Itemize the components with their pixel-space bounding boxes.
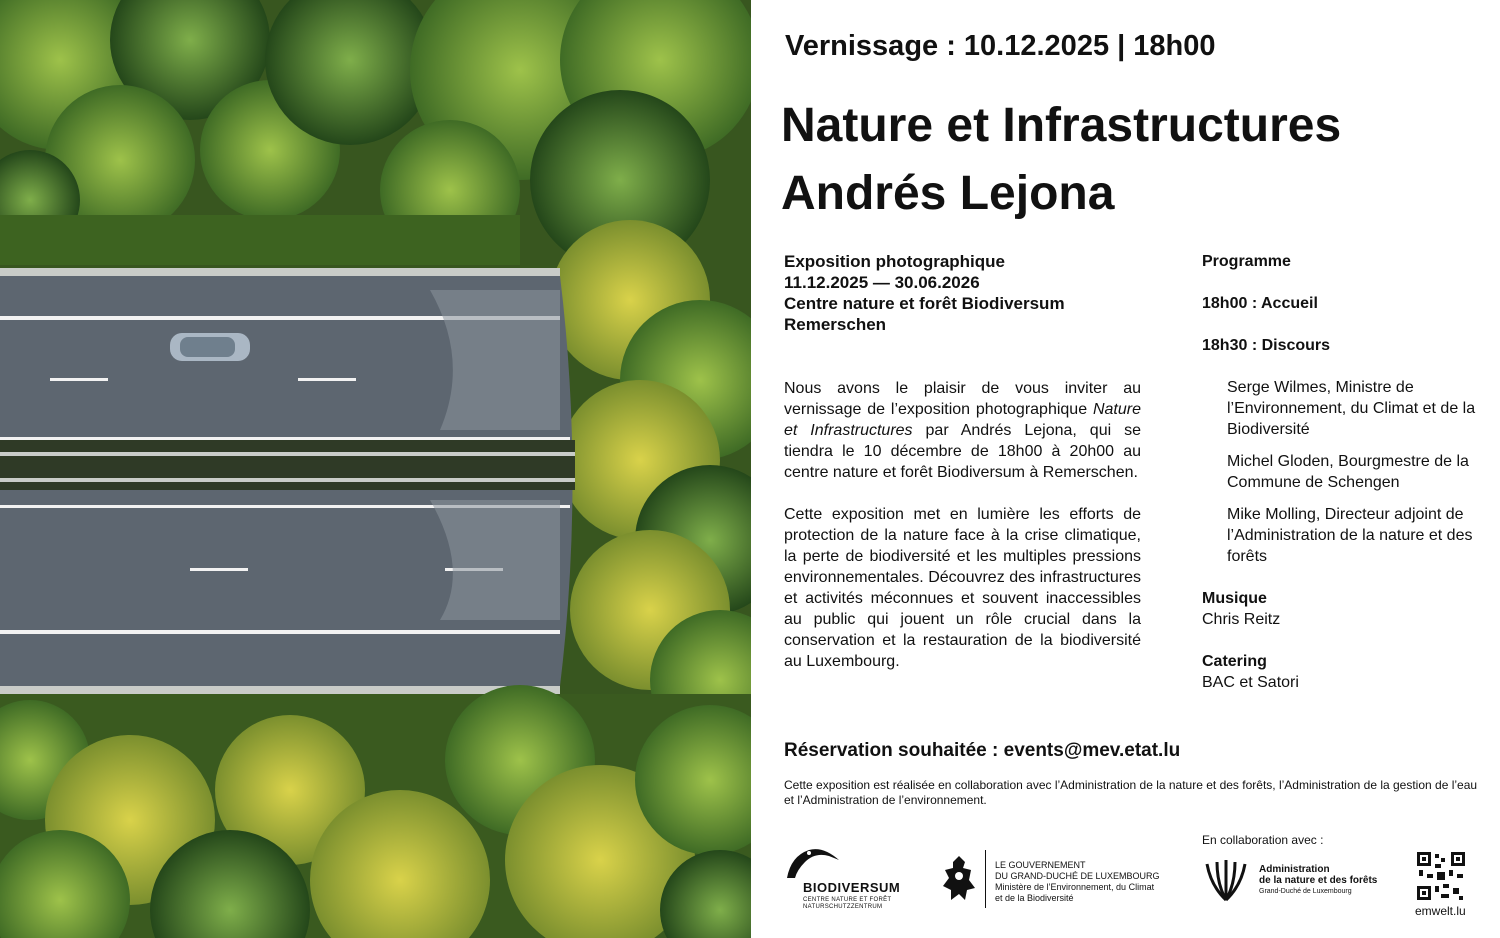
exhibition-info <box>784 251 1065 335</box>
collaboration-note: Cette exposition est réalisée en collaboration avec l’Administration de la nature et des forêts, l’Administration de la gestion de l’eau et l’Administration de l’environnement. <box>784 778 1478 807</box>
anf-fan-icon <box>1203 856 1249 902</box>
title-line-1: Nature et Infrastructures <box>781 99 1342 152</box>
gov-line-2: DU GRAND-DUCHÉ DE LUXEMBOURG <box>995 871 1160 881</box>
highway <box>0 268 575 694</box>
gov-line-3: Ministère de l’Environnement, du Climat <box>995 882 1155 892</box>
speaker-item: Michel Gloden, Bourgmestre de la Commune de Schengen <box>1227 453 1469 491</box>
gov-line-4: et de la Biodiversité <box>995 893 1074 903</box>
biodiversum-sub1: CENTRE NATURE ET FORÊT <box>803 897 892 903</box>
foliage-bottom <box>0 685 751 938</box>
title-line-2: Andrés Lejona <box>781 167 1115 220</box>
vernissage-date: Vernissage : 10.12.2025 | 18h00 <box>785 30 1216 62</box>
programme-accueil: 18h00 : Accueil <box>1202 295 1318 312</box>
reservation-line[interactable]: Réservation souhaitée : events@mev.etat.lu <box>784 740 1181 761</box>
exhibition-title <box>781 92 1341 228</box>
invitation-panel <box>751 0 1500 938</box>
musique-value: Chris Reitz <box>1202 611 1281 628</box>
p1-text: Nous avons le plaisir de vous inviter au vernissage de l’exposition photographique <box>784 380 1141 418</box>
programme-heading: Programme <box>1202 253 1291 270</box>
government-logo <box>939 850 1179 910</box>
invitation-text <box>784 378 1141 693</box>
catering-value: BAC et Satori <box>1202 674 1299 691</box>
biodiversum-logo <box>783 846 913 912</box>
collaboration-label: En collaboration avec : <box>1202 833 1324 847</box>
speaker-item: Mike Molling, Directeur adjoint de l’Administration de la nature et des forêts <box>1227 506 1473 565</box>
musique-heading: Musique <box>1202 590 1267 607</box>
biodiversum-name: BIODIVERSUM <box>803 880 901 895</box>
qr-caption: emwelt.lu <box>1415 904 1466 918</box>
heron-icon <box>783 846 843 880</box>
anf-line-2: de la nature et des forêts <box>1259 875 1378 886</box>
anf-text <box>1259 864 1377 897</box>
lion-icon <box>939 854 979 902</box>
programme <box>1202 251 1492 693</box>
speaker-item: Serge Wilmes, Ministre de l’Environnement, du Climat et de la Biodiversité <box>1227 379 1476 438</box>
qr-block[interactable] <box>1415 852 1471 918</box>
biodiversum-sub2: NATURSCHUTZZENTRUM <box>803 904 883 910</box>
gov-text <box>995 860 1160 904</box>
anf-line-1: Administration <box>1259 864 1330 875</box>
paragraph-2: Cette exposition met en lumière les efforts de protection de la nature face à la crise climatique, la perte de biodiversité et les multiples pressions environnementales. Découvrez des infrastructures et activités méconnues et souvent inaccessibles au public qui jouent un rôle crucial dans la conservation et la restauration de la biodiversité au Luxembourg. <box>784 506 1141 670</box>
p1-italic-title: Nature et Infrastructures <box>784 401 1141 439</box>
anf-logo <box>1203 856 1403 904</box>
anf-line-3: Grand-Duché de Luxembourg <box>1259 888 1352 895</box>
paragraph-1 <box>784 378 1141 483</box>
p1-text-end: par Andrés Lejona, qui se tiendra le 10 décembre de 18h00 à 20h00 au centre nature et forêt Biodiversum à Remerschen. <box>784 422 1142 481</box>
programme-discours: 18h30 : Discours <box>1202 337 1331 354</box>
catering-heading: Catering <box>1202 653 1267 670</box>
exhibition-label: Exposition photographique <box>784 252 1005 271</box>
exhibition-dates: 11.12.2025 — 30.06.2026 <box>784 273 980 292</box>
qr-code-icon[interactable] <box>1417 852 1465 900</box>
gov-line-1: LE GOUVERNEMENT <box>995 860 1086 870</box>
exhibition-town: Remerschen <box>784 315 887 334</box>
exhibition-venue: Centre nature et forêt Biodiversum <box>784 294 1065 313</box>
gov-divider <box>985 850 986 908</box>
